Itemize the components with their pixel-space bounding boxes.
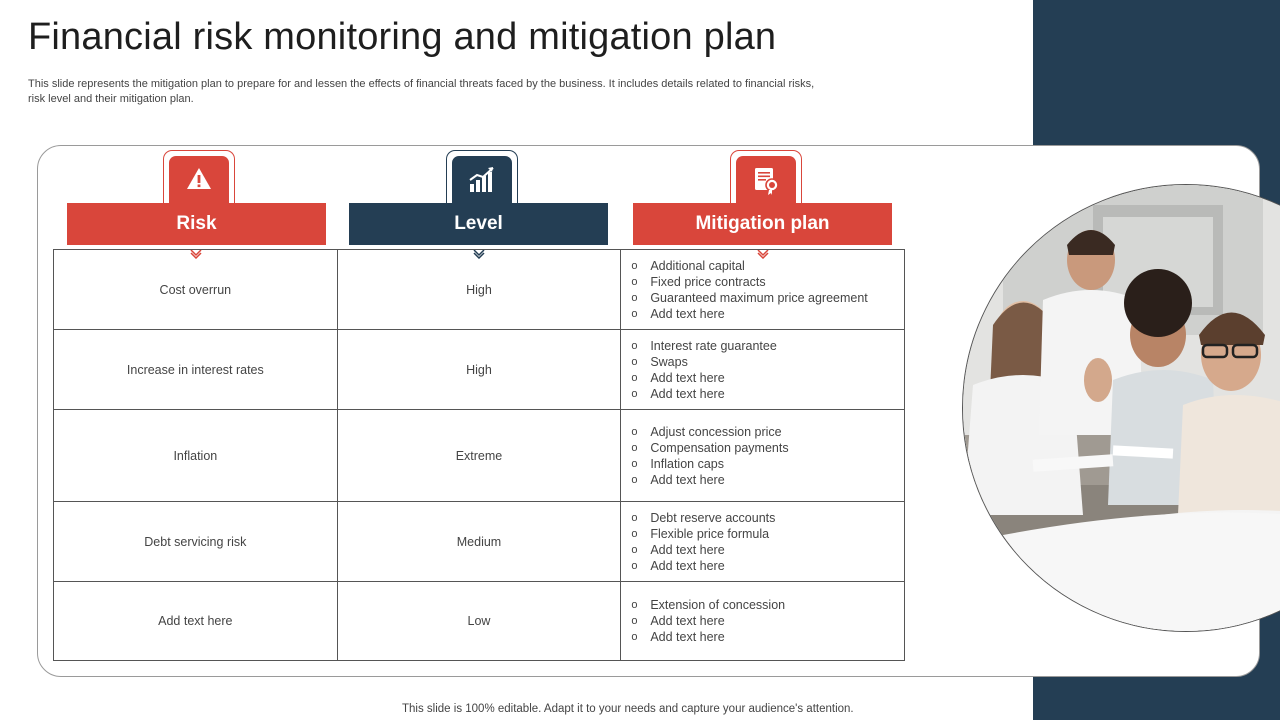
risk-cell: Increase in interest rates [54, 330, 338, 409]
risk-table [53, 249, 905, 661]
plan-cell [621, 502, 905, 581]
list-item: o Fixed price contracts [631, 274, 867, 290]
plan-list [631, 597, 785, 645]
risk-cell: Cost overrun [54, 250, 338, 329]
list-item: o Extension of concession [631, 597, 785, 613]
growth-chart-icon [466, 164, 498, 196]
list-item: o Adjust concession price [631, 424, 788, 440]
header-risk: Risk [67, 203, 326, 245]
list-item: o Flexible price formula [631, 526, 775, 542]
plan-list [631, 338, 776, 402]
list-item: o Add text here [631, 558, 775, 574]
list-item: o Add text here [631, 542, 775, 558]
list-item: o Interest rate guarantee [631, 338, 776, 354]
risk-cell: Inflation [54, 410, 338, 501]
level-cell: Low [338, 582, 622, 660]
risk-icon-tab [163, 150, 235, 206]
risk-cell: Add text here [54, 582, 338, 660]
header-mitigation: Mitigation plan [633, 203, 892, 245]
plan-cell [621, 330, 905, 409]
table-row [54, 582, 905, 661]
mitigation-icon-tab [730, 150, 802, 206]
list-item: o Add text here [631, 370, 776, 386]
list-item: o Guaranteed maximum price agreement [631, 290, 867, 306]
plan-cell [621, 582, 905, 660]
warning-icon [184, 164, 214, 194]
plan-list [631, 258, 867, 322]
table-row [54, 250, 905, 330]
list-item: o Add text here [631, 613, 785, 629]
list-item: o Debt reserve accounts [631, 510, 775, 526]
table-row [54, 330, 905, 410]
footer-text: This slide is 100% editable. Adapt it to your needs and capture your audience's attention. [402, 703, 854, 715]
page-subtitle: This slide represents the mitigation plan to prepare for and lessen the effects of financial threats faced by the business. It includes details related to financial risks, risk level and their mitigation plan. [28, 78, 815, 105]
list-item: o Add text here [631, 629, 785, 645]
list-item: o Compensation payments [631, 440, 788, 456]
list-item: o Inflation caps [631, 456, 788, 472]
list-item: o Add text here [631, 386, 776, 402]
level-cell: High [338, 250, 622, 329]
level-icon-tab [446, 150, 518, 206]
certificate-icon [750, 164, 782, 196]
level-cell: Extreme [338, 410, 622, 501]
table-row [54, 410, 905, 502]
header-level: Level [349, 203, 608, 245]
list-item: o Swaps [631, 354, 776, 370]
plan-cell [621, 250, 905, 329]
plan-cell [621, 410, 905, 501]
list-item: o Add text here [631, 472, 788, 488]
level-cell: High [338, 330, 622, 409]
page-title: Financial risk monitoring and mitigation plan [28, 16, 777, 58]
plan-list [631, 424, 788, 488]
list-item: o Additional capital [631, 258, 867, 274]
risk-cell: Debt servicing risk [54, 502, 338, 581]
plan-list [631, 510, 775, 574]
level-cell: Medium [338, 502, 622, 581]
table-row [54, 502, 905, 582]
list-item: o Add text here [631, 306, 867, 322]
